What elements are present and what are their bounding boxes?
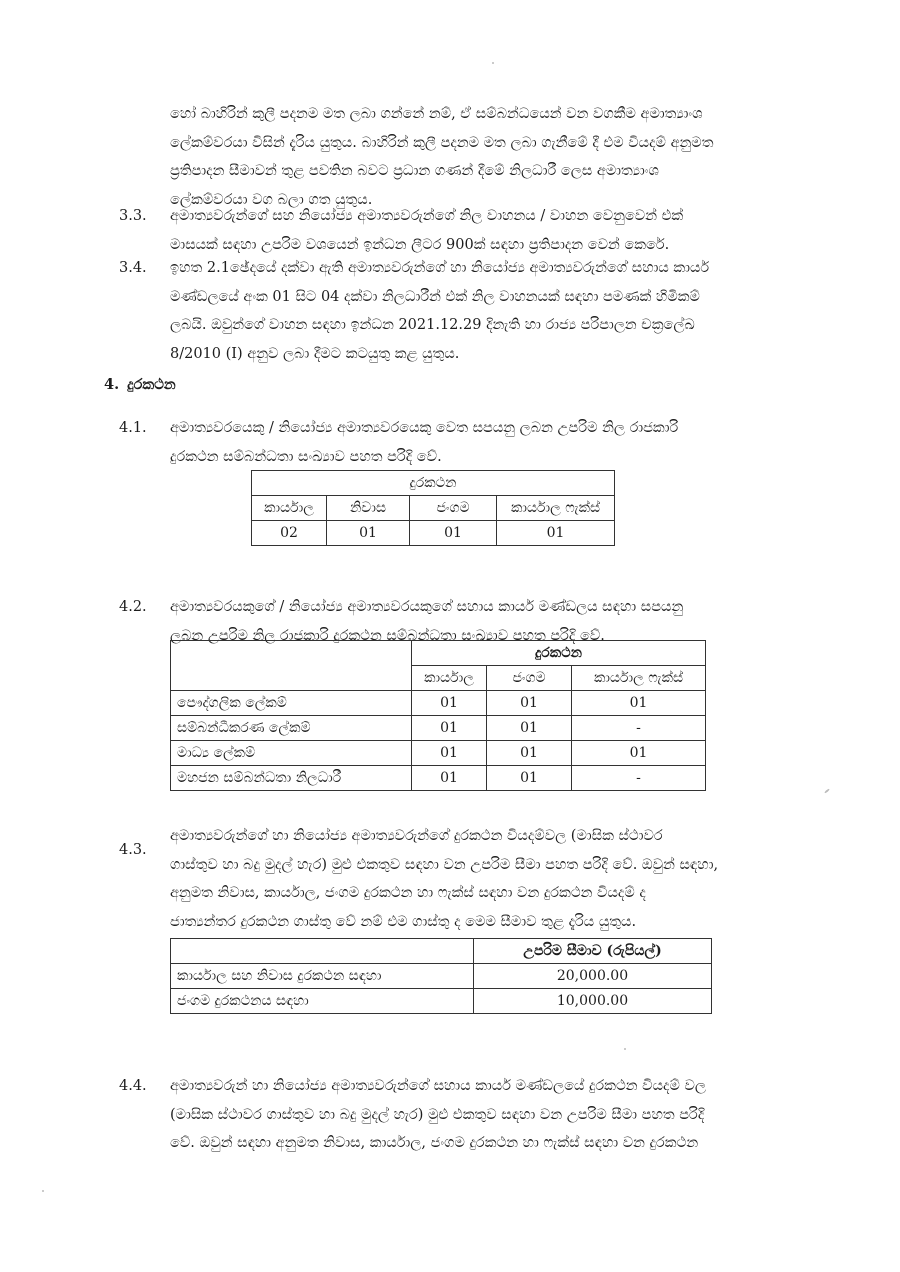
- text-line: අමාත්‍යවරුන් හා නියෝජ්‍ය අමාත්‍යවරුන්ගේ සහාය කාර්ය මණ්ඩලයේ දුරකථන වියදම් වල: [170, 1078, 706, 1094]
- phone-expense-limit-table: [170, 938, 712, 1014]
- section-4-title: දුරකථන: [127, 376, 176, 393]
- section-number-3-4: 3.4.: [119, 260, 147, 276]
- row-label: කාර්යාල සහ නිවාස දුරකථන සඳහා: [171, 964, 474, 989]
- cell-office: 01: [412, 766, 487, 791]
- col-header-max-limit: උපරිම සීමාව (රුපියල්): [474, 939, 712, 964]
- row-label: මාධ්‍ය ලේකම්: [171, 741, 412, 766]
- table-row: [171, 964, 712, 989]
- table-row: [171, 691, 706, 716]
- scan-speck: [624, 1048, 626, 1050]
- cell-mobile: 01: [410, 521, 497, 546]
- text-line: අමාත්‍යවරුන්ගේ සහ නියෝජ්‍ය අමාත්‍යවරුන්ගේ නිල වාහනය / වාහන වෙනුවෙන් එක්: [170, 208, 684, 224]
- col-header-office: කාර්යාල: [252, 496, 327, 521]
- text-line: වේ. ඔවුන් සඳහා අනුමත නිවාස, කාර්යාල, ජංගම දුරකථන හා ෆැක්ස් සඳහා වන දුරකථන: [170, 1135, 699, 1151]
- scan-speck: [492, 62, 494, 64]
- section-4-3-paragraph: [170, 822, 740, 936]
- cell-office: 01: [412, 741, 487, 766]
- section-number-4-4: 4.4.: [119, 1078, 147, 1094]
- text-line: දුරකථන සම්බන්ධතා සංඛ්‍යාව පහත පරිදි වේ.: [170, 448, 442, 465]
- text-line: අමාත්‍යවරයෙකු / නියෝජ්‍ය අමාත්‍යවරයෙකු වෙත සපයනු ලබන උපරිම නිල රාජකාරි: [170, 420, 679, 436]
- text-line: මාසයක් සඳහා උපරිම වශයෙන් ඉන්ධන ලීටර 900ක් සඳහා ප්‍රතිපාදන වෙන් කෙරේ.: [170, 236, 670, 253]
- table-row: [171, 741, 706, 766]
- cell-mobile: 01: [487, 691, 572, 716]
- section-3-4-paragraph: [170, 254, 740, 368]
- section-3-3-paragraph: [170, 202, 740, 259]
- cell-office: 02: [252, 521, 327, 546]
- cell-residence: 01: [327, 521, 410, 546]
- scan-speck: [42, 1190, 44, 1192]
- intro-paragraph: [170, 100, 740, 214]
- table-group-header: දුරකථන: [412, 641, 706, 666]
- cell-office-fax: 01: [572, 741, 706, 766]
- table-group-header: දුරකථන: [252, 471, 615, 496]
- text-line: හෝ බාහිරින් කුලී පදනම මත ලබා ගන්නේ නම්, ඒ සම්බන්ධයෙන් වන වගකීම අමාත්‍යාංශ: [170, 106, 703, 122]
- section-number-4-1: 4.1.: [119, 420, 147, 436]
- cell-office-fax: 01: [572, 691, 706, 716]
- row-label: පෞද්ගලික ලේකම්: [171, 691, 412, 716]
- text-line: ඉහත 2.1ඡේදයේ දක්වා ඇති අමාත්‍යවරුන්ගේ හා නියෝජ්‍ය අමාත්‍යවරුන්ගේ සහාය කාර්ය: [170, 260, 710, 276]
- cell-mobile: 01: [487, 741, 572, 766]
- cell-mobile: 01: [487, 716, 572, 741]
- section-4-1-paragraph: [170, 414, 740, 471]
- text-line: (මාසික ස්ථාවර ගාස්තුව හා බදු මුදල් හැර) මුළු එකතුව සඳහා වන උපරිම සීමා පහත පරිදි: [170, 1106, 705, 1123]
- text-line: ලබන උපරිම නිල රාජකාරි දුරකථන සම්බන්ධතා සංඛ්‍යාව පහත පරිදි වේ.: [170, 627, 605, 644]
- section-4-heading: [104, 371, 184, 399]
- phone-connections-table-staff: [170, 640, 706, 791]
- text-line: ලේකම්වරයා විසින් දැරිය යුතුය. බාහිරින් කුලී පදනම මත ලබා ගැනීමේ දී එම වියදම් අනුමත: [170, 134, 714, 151]
- text-line: අමාත්‍යවරුන්ගේ හා නියෝජ්‍ය අමාත්‍යවරුන්ගේ දුරකථන වියදම්වල (මාසික ස්ථාවර: [170, 828, 663, 844]
- text-line: ප්‍රතිපාදන සීමාවන් තුළ පවතින බවට ප්‍රධාන ගණන් දීමේ නිලධාරී ලෙස අමාත්‍යාංශ: [170, 163, 659, 179]
- text-line: අනුමත නිවාස, කාර්යාල, ජංගම දුරකථන හා ෆැක්ස් සඳහා වන දුරකථන වියදම් ද: [170, 885, 646, 901]
- col-header-office-fax: කාර්යාල ෆැක්ස්: [497, 496, 615, 521]
- text-line: ලේකම්වරයා වග බලා ගත යුතුය.: [170, 191, 373, 208]
- row-label: සම්බන්ධීකරණ ලේකම්: [171, 716, 412, 741]
- section-number-4-2: 4.2.: [119, 599, 147, 615]
- text-line: ලබයි. ඔවුන්ගේ වාහන සඳහා ඉන්ධන 2021.12.29 දිනැති හා රාජ්‍ය පරිපාලන චක්‍රලේඛ: [170, 317, 695, 333]
- row-label: මහජන සම්බන්ධතා නිලධාරී: [171, 766, 412, 791]
- text-line: ජාත්‍යන්තර දුරකථන ගාස්තු වේ නම් එම ගාස්තු ද මෙම සීමාව තුළ දැරිය යුතුය.: [170, 913, 637, 930]
- cell-office-fax: -: [572, 766, 706, 791]
- text-line: අමාත්‍යවරයකුගේ / නියෝජ්‍ය අමාත්‍යවරයකුගේ සහාය කාර්ය මණ්ඩලය සඳහා සපයනු: [170, 599, 684, 615]
- scan-speck: [824, 788, 830, 793]
- col-header-mobile: ජංගම: [487, 666, 572, 691]
- phone-connections-table-ministers: [251, 470, 615, 546]
- cell-office: 01: [412, 691, 487, 716]
- cell-mobile: 01: [487, 766, 572, 791]
- text-line: මණ්ඩලයේ අංක 01 සිට 04 දක්වා නිලධාරීන් එක් නිල වාහනයක් සඳහා පමණක් හිමිකම්: [170, 288, 700, 305]
- table-row: [171, 766, 706, 791]
- table-empty-corner: [171, 641, 412, 691]
- cell-office-fax: -: [572, 716, 706, 741]
- table-row: [171, 989, 712, 1014]
- cell-limit-value: 20,000.00: [474, 964, 712, 989]
- col-header-office-fax: කාර්යාල ෆැක්ස්: [572, 666, 706, 691]
- table-empty-corner: [171, 939, 474, 964]
- col-header-mobile: ජංගම: [410, 496, 497, 521]
- text-line: ගාස්තුව හා බදු මුදල් හැර) මුළු එකතුව සඳහා වන උපරිම සීමා පහත පරිදි වේ. ඔවුන් සඳහා,: [170, 856, 719, 873]
- text-line: 8/2010 (I) අනුව ලබා දීමට කටයුතු කළ යුතුය.: [170, 345, 460, 362]
- table-row: [171, 716, 706, 741]
- col-header-residence: නිවාස: [327, 496, 410, 521]
- section-number-3-3: 3.3.: [119, 208, 147, 224]
- cell-office: 01: [412, 716, 487, 741]
- row-label: ජංගම දුරකථනය සඳහා: [171, 989, 474, 1014]
- cell-limit-value: 10,000.00: [474, 989, 712, 1014]
- section-number-4: 4.: [104, 376, 120, 393]
- cell-office-fax: 01: [497, 521, 615, 546]
- section-4-4-paragraph: [170, 1072, 740, 1158]
- section-number-4-3: 4.3.: [119, 842, 147, 858]
- col-header-office: කාර්යාල: [412, 666, 487, 691]
